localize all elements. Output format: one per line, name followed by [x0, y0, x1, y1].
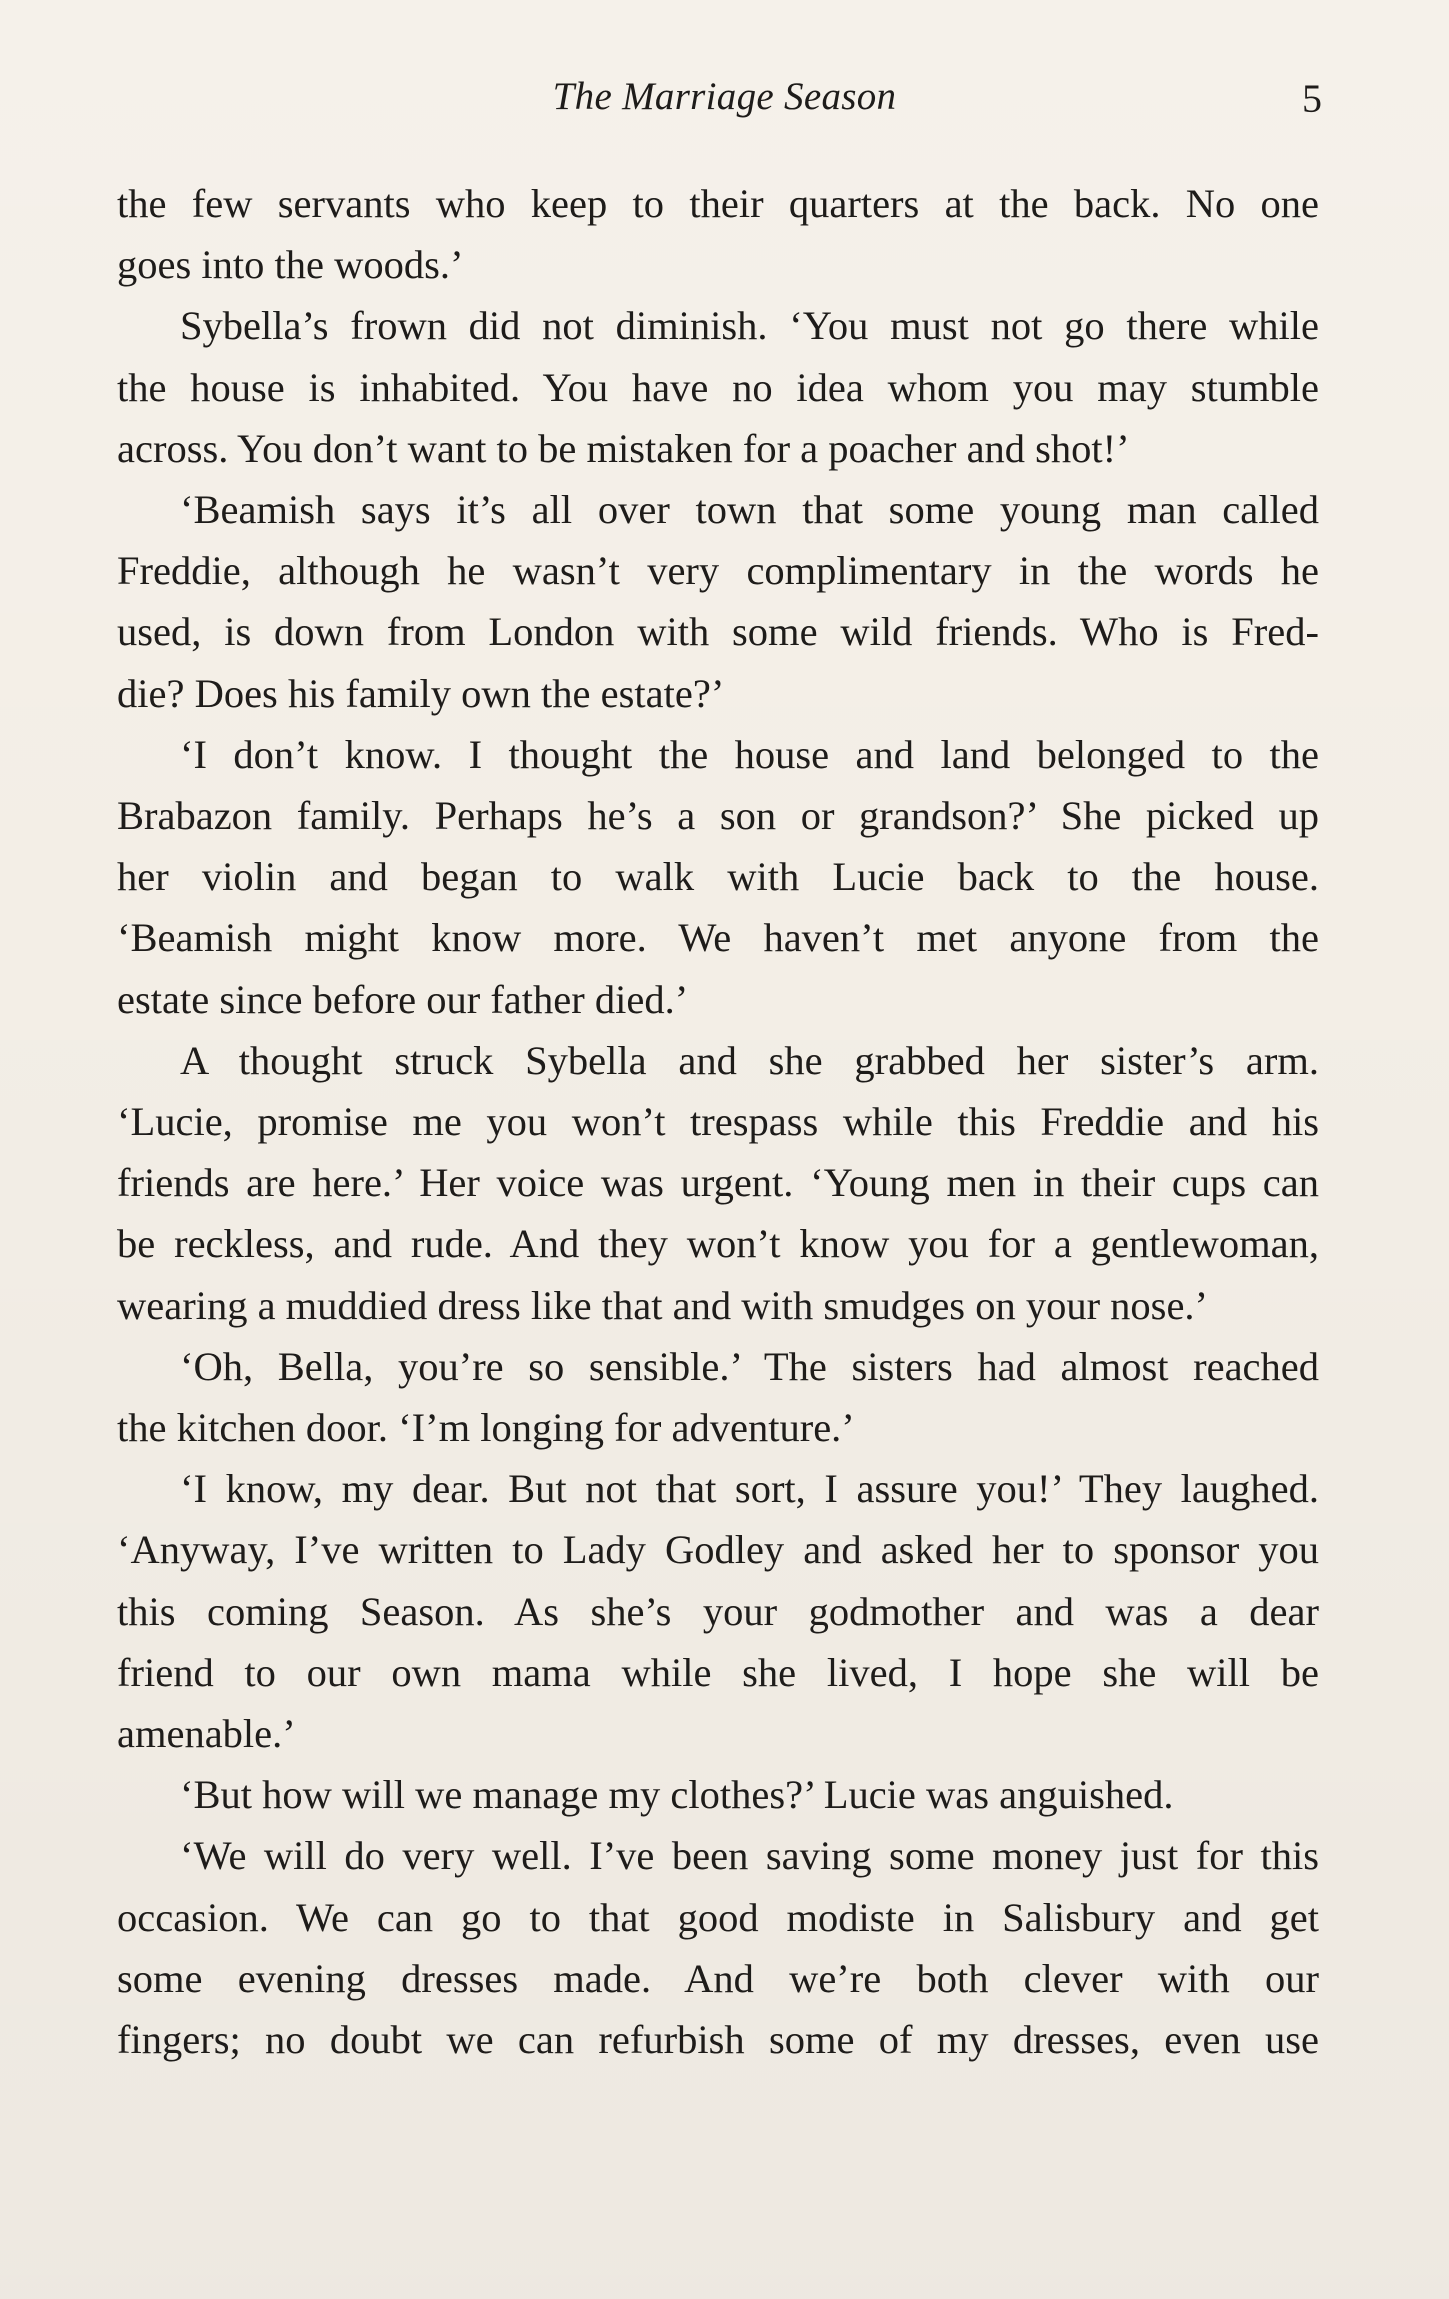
- running-title: The Marriage Season: [552, 75, 897, 118]
- text-line: be reckless, and rude. And they won’t know you for a gentlewoman,: [117, 1221, 1319, 1267]
- text-line: fingers; no doubt we can refurbish some of my dresses, even use: [117, 2017, 1319, 2063]
- text-line: used, is down from London with some wild friends. Who is Fred-: [117, 609, 1319, 655]
- text-line: the kitchen door. ‘I’m longing for adventure.’: [117, 1405, 855, 1451]
- page-number: 5: [1302, 76, 1322, 121]
- body-text: [117, 173, 1319, 2070]
- text-line: the house is inhabited. You have no idea whom you may stumble: [117, 364, 1319, 410]
- text-line: friend to our own mama while she lived, I hope she will be: [117, 1649, 1319, 1695]
- text-line: ‘I know, my dear. But not that sort, I assure you!’ They laughed.: [180, 1466, 1319, 1512]
- text-line: Brabazon family. Perhaps he’s a son or grandson?’ She picked up: [117, 793, 1319, 839]
- text-line: Sybella’s frown did not diminish. ‘You must not go there while: [180, 303, 1319, 349]
- text-line: ‘Oh, Bella, you’re so sensible.’ The sisters had almost reached: [180, 1343, 1319, 1389]
- text-line: the few servants who keep to their quarters at the back. No one: [117, 181, 1319, 226]
- text-line: ‘I don’t know. I thought the house and land belonged to the: [180, 731, 1319, 777]
- text-line: ‘Beamish says it’s all over town that some young man called: [180, 487, 1319, 533]
- text-line: wearing a muddied dress like that and with smudges on your nose.’: [117, 1282, 1209, 1328]
- text-line: amenable.’: [117, 1711, 296, 1757]
- text-line: ‘But how will we manage my clothes?’ Lucie was anguished.: [180, 1772, 1174, 1818]
- text-line: some evening dresses made. And we’re both clever with our: [117, 1955, 1319, 2001]
- text-line: A thought struck Sybella and she grabbed her sister’s arm.: [180, 1037, 1319, 1083]
- text-line: this coming Season. As she’s your godmother and was a dear: [117, 1588, 1319, 1634]
- text-line: ‘Beamish might know more. We haven’t met anyone from the: [117, 915, 1319, 961]
- running-head: [0, 72, 1449, 122]
- text-line: goes into the woods.’: [117, 242, 464, 288]
- text-line: occasion. We can go to that good modiste in Salisbury and get: [117, 1894, 1319, 1940]
- text-line: estate since before our father died.’: [117, 976, 689, 1022]
- text-line: friends are here.’ Her voice was urgent. ‘Young men in their cups can: [117, 1160, 1319, 1206]
- text-line: die? Does his family own the estate?’: [117, 670, 725, 716]
- text-line: across. You don’t want to be mistaken for a poacher and shot!’: [117, 425, 1130, 471]
- text-line: ‘Anyway, I’ve written to Lady Godley and asked her to sponsor you: [117, 1527, 1319, 1573]
- text-line: ‘We will do very well. I’ve been saving some money just for this: [180, 1833, 1319, 1879]
- text-line: ‘Lucie, promise me you won’t trespass while this Freddie and his: [117, 1099, 1319, 1145]
- text-line: her violin and began to walk with Lucie back to the house.: [117, 854, 1319, 900]
- text-line: Freddie, although he wasn’t very complimentary in the words he: [117, 548, 1319, 594]
